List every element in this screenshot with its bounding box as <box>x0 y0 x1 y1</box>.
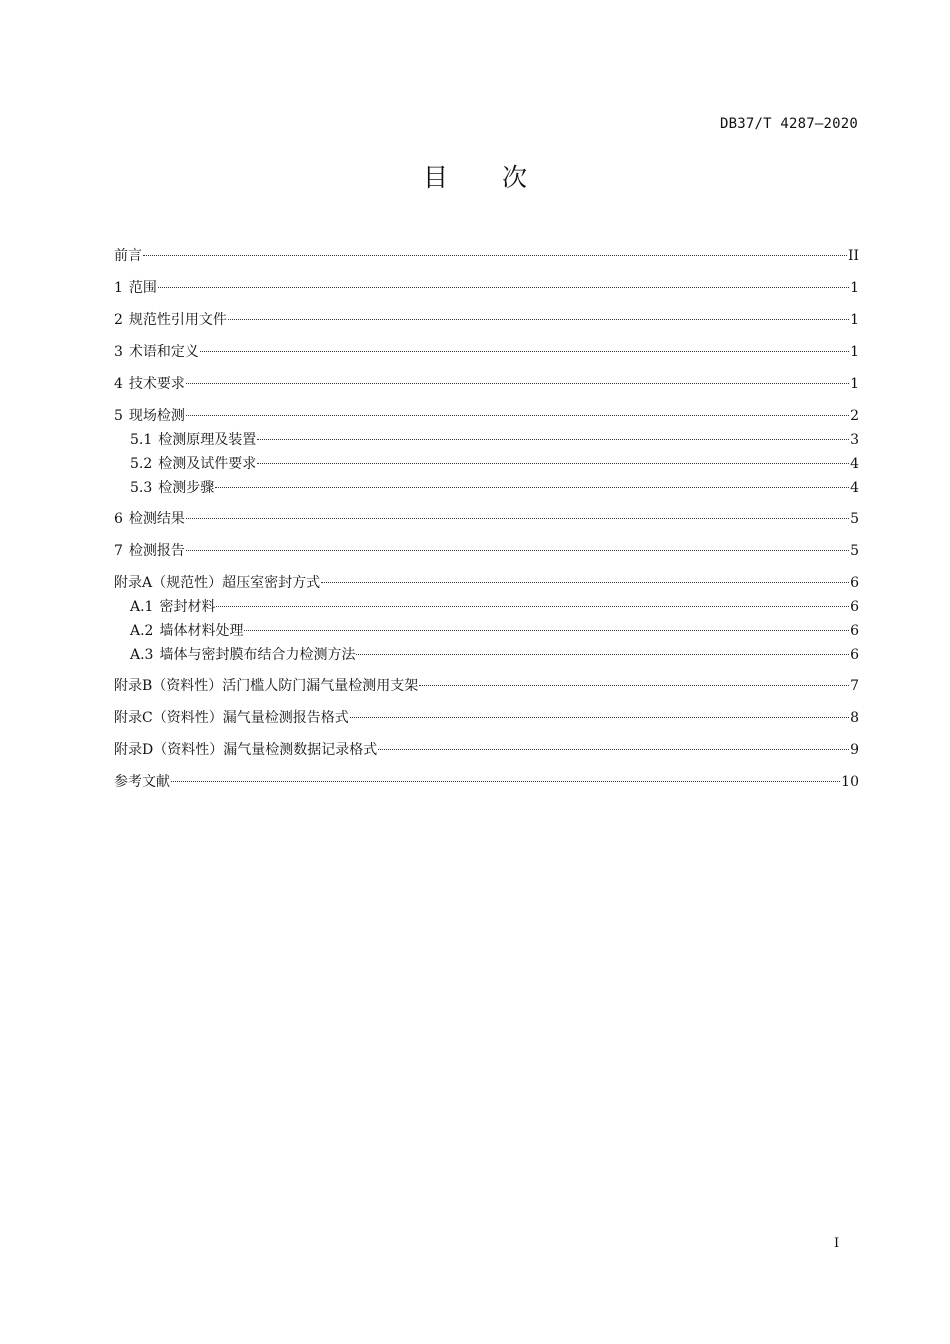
toc-leader-dots <box>321 581 849 583</box>
toc-leader-dots <box>186 382 849 384</box>
toc-leader-dots <box>186 549 849 551</box>
toc-entry-label: 范围 <box>128 280 157 296</box>
toc-entry[interactable] <box>114 770 859 794</box>
toc-entry[interactable] <box>114 452 859 476</box>
toc-entry-page: 1 <box>850 344 859 360</box>
toc-entry-page: 3 <box>850 432 859 448</box>
toc-entry-page: 8 <box>850 710 859 726</box>
toc-entry-label: 密封材料 <box>159 599 216 615</box>
toc-entry-page: 6 <box>850 599 859 615</box>
toc-entry-number: A.2 <box>130 623 154 639</box>
toc-title-char-2: 次 <box>502 163 528 192</box>
toc-entry-page: 6 <box>850 623 859 639</box>
toc-entry-page: 5 <box>850 543 859 559</box>
toc-entry-page: 4 <box>850 480 859 496</box>
toc-entry[interactable] <box>114 404 859 428</box>
toc-entry-page: 10 <box>841 774 859 790</box>
toc-leader-dots <box>244 629 849 631</box>
toc-entry[interactable] <box>114 244 859 268</box>
toc-entry-label: 检测及试件要求 <box>158 456 257 472</box>
toc-entry-label: 现场检测 <box>128 408 185 424</box>
toc-leader-dots <box>257 438 849 440</box>
toc-entry-label: 附录B（资料性）活门槛人防门漏气量检测用支架 <box>114 678 419 694</box>
toc-entry-label: 术语和定义 <box>128 344 199 360</box>
toc-leader-dots <box>215 486 849 488</box>
toc-leader-dots <box>356 653 849 655</box>
toc-leader-dots <box>158 286 849 288</box>
toc-entry[interactable] <box>114 276 859 300</box>
toc-leader-dots <box>171 780 840 782</box>
toc-entry-number: 7 <box>114 543 123 559</box>
toc-title-char-1: 目 <box>422 163 448 192</box>
toc-leader-dots <box>228 318 849 320</box>
document-code: DB37/T 4287—2020 <box>719 116 858 132</box>
toc-entry-label: 检测结果 <box>128 511 185 527</box>
toc-entry-page: 5 <box>850 511 859 527</box>
toc-leader-dots <box>419 684 849 686</box>
toc-entry[interactable] <box>114 738 859 762</box>
toc-entry-number: 5.1 <box>130 432 153 448</box>
toc-entry[interactable] <box>114 643 859 667</box>
toc-entry-page: 2 <box>850 408 859 424</box>
toc-entry[interactable] <box>114 308 859 332</box>
toc-leader-dots <box>186 414 849 416</box>
toc-entry-number: A.3 <box>130 647 154 663</box>
toc-entry[interactable] <box>114 372 859 396</box>
toc-entry-page: II <box>847 248 859 264</box>
toc-title <box>0 158 950 194</box>
toc-entry-number: 5.3 <box>130 480 153 496</box>
toc-entry-page: 1 <box>850 280 859 296</box>
toc-leader-dots <box>257 462 849 464</box>
toc-entry[interactable] <box>114 706 859 730</box>
page-number: I <box>834 1236 840 1251</box>
toc-entry-label: 墙体材料处理 <box>159 623 244 639</box>
toc-entry-number: 5 <box>114 408 123 424</box>
toc-entry[interactable] <box>114 428 859 452</box>
toc-entry[interactable] <box>114 571 859 595</box>
toc-leader-dots <box>200 350 849 352</box>
toc-entry[interactable] <box>114 619 859 643</box>
toc-entry-page: 1 <box>850 376 859 392</box>
toc-entry-page: 6 <box>850 647 859 663</box>
toc-entry[interactable] <box>114 539 859 563</box>
toc-entry-page: 4 <box>850 456 859 472</box>
toc-entry-label: 技术要求 <box>128 376 185 392</box>
toc-entry[interactable] <box>114 476 859 500</box>
toc-entry[interactable] <box>114 674 859 698</box>
toc-entry-number: A.1 <box>130 599 154 615</box>
toc-entry-label: 前言 <box>114 248 142 264</box>
toc-entry-page: 7 <box>850 678 859 694</box>
toc-entry-label: 检测步骤 <box>158 480 215 496</box>
toc-entry-label: 附录A（规范性）超压室密封方式 <box>114 575 321 591</box>
toc-entry-label: 墙体与密封膜布结合力检测方法 <box>159 647 356 663</box>
toc-entry-page: 9 <box>850 742 859 758</box>
toc-entry-label: 附录C（资料性）漏气量检测报告格式 <box>114 710 349 726</box>
table-of-contents <box>114 244 859 804</box>
toc-leader-dots <box>143 254 847 256</box>
toc-leader-dots <box>216 605 849 607</box>
toc-entry-number: 2 <box>114 312 123 328</box>
toc-entry-page: 1 <box>850 312 859 328</box>
toc-leader-dots <box>186 517 849 519</box>
toc-entry-number: 5.2 <box>130 456 153 472</box>
toc-entry-number: 4 <box>114 376 123 392</box>
toc-leader-dots <box>350 716 849 718</box>
toc-entry-label: 规范性引用文件 <box>128 312 227 328</box>
toc-entry-label: 附录D（资料性）漏气量检测数据记录格式 <box>114 742 378 758</box>
toc-entry-number: 6 <box>114 511 123 527</box>
toc-entry-page: 6 <box>850 575 859 591</box>
toc-entry-number: 3 <box>114 344 123 360</box>
toc-entry-label: 检测原理及装置 <box>158 432 257 448</box>
toc-leader-dots <box>378 748 849 750</box>
toc-entry-number: 1 <box>114 280 123 296</box>
toc-entry[interactable] <box>114 507 859 531</box>
toc-entry-label: 检测报告 <box>128 543 185 559</box>
toc-entry[interactable] <box>114 340 859 364</box>
toc-entry-label: 参考文献 <box>114 774 170 790</box>
toc-entry[interactable] <box>114 595 859 619</box>
